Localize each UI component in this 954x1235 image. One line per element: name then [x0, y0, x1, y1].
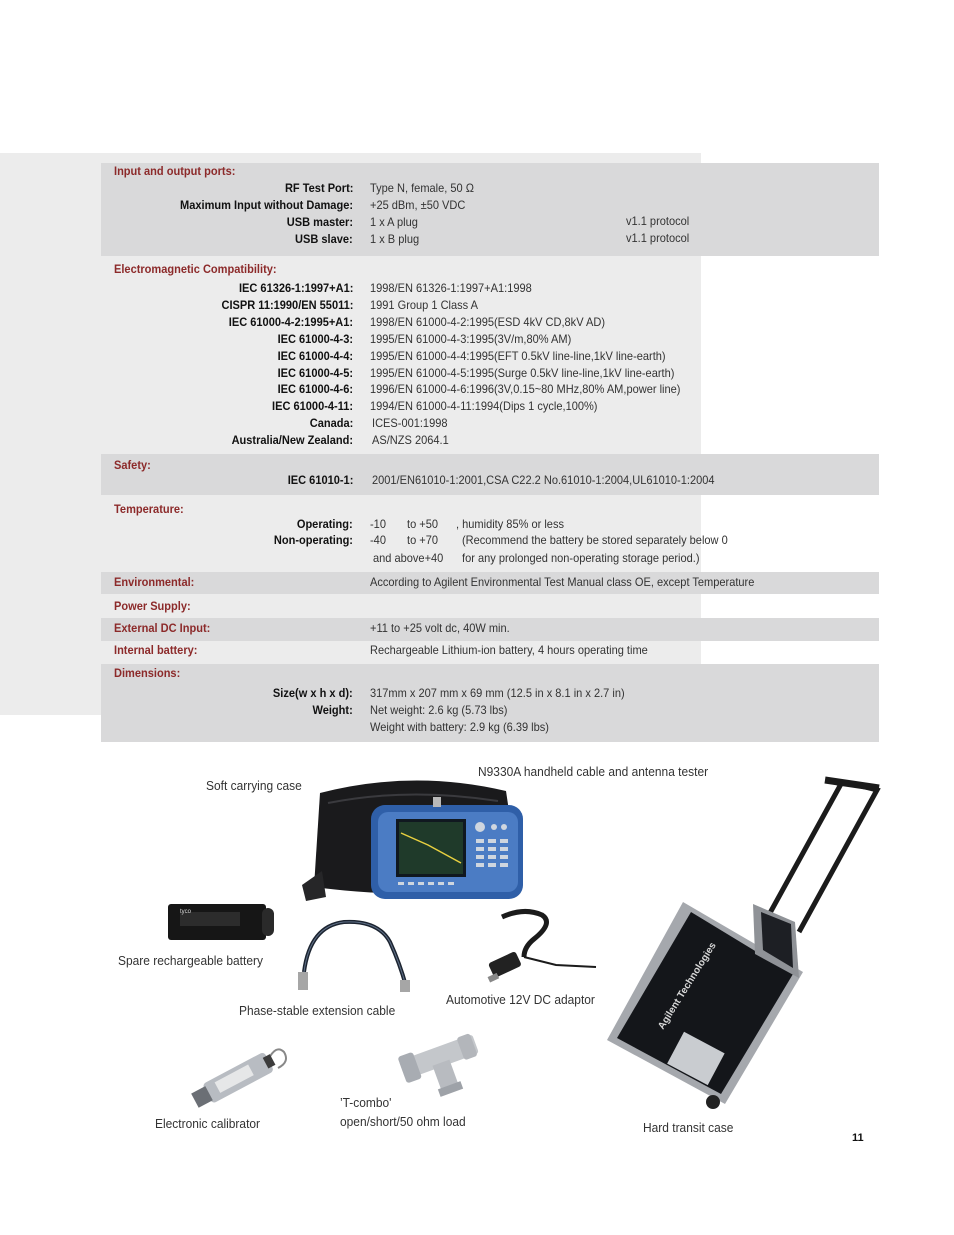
spec-label: IEC 61326-1:1997+A1:: [238, 281, 353, 295]
spec-value: , humidity 85% or less: [456, 517, 564, 531]
spec-value: 1 x A plug: [370, 215, 418, 229]
spec-value: to +50: [407, 517, 439, 531]
dc-section-title: External DC Input:: [114, 621, 211, 635]
spec-label: IEC 61000-4-2:1995+A1:: [228, 315, 353, 329]
t-combo-caption-1: ’T-combo': [340, 1095, 392, 1110]
spec-value: 1995/EN 61000-4-3:1995(3V/m,80% AM): [370, 332, 572, 346]
spec-value: +25 dBm, ±50 VDC: [370, 198, 466, 212]
hard-case-brand: Agilent Technologies: [656, 940, 719, 1032]
spec-value: 1991 Group 1 Class A: [370, 298, 479, 312]
spec-value: 1996/EN 61000-4-6:1996(3V,0.15~80 MHz,80% AM,power line): [370, 382, 681, 396]
spec-value: -10: [370, 517, 386, 531]
tester-caption: N9330A handheld cable and antenna tester: [478, 764, 709, 779]
spec-label: Canada:: [309, 416, 353, 430]
temperature-section-title: Temperature:: [114, 502, 184, 516]
spec-label: Weight:: [312, 703, 353, 717]
spec-value: and above+40: [373, 551, 444, 565]
soft-case-caption: Soft carrying case: [206, 778, 302, 793]
spec-value: 1994/EN 61000-4-11:1994(Dips 1 cycle,100%): [370, 399, 598, 413]
spec-label: CISPR 11:1990/EN 55011:: [221, 298, 353, 312]
battery-image: [166, 900, 278, 946]
spec-value: AS/NZS 2064.1: [372, 433, 449, 447]
emc-section-title: Electromagnetic Compatibility:: [114, 262, 277, 276]
spec-value: 1998/EN 61000-4-2:1995(ESD 4kV CD,8kV AD): [370, 315, 606, 329]
spec-value: 2001/EN61010-1:2001,CSA C22.2 No.61010-1:2004,UL61010-1:2004: [372, 473, 715, 487]
spec-value: +11 to +25 volt dc, 40W min.: [370, 621, 510, 635]
calibrator-image: [186, 1042, 288, 1112]
spec-label: IEC 61000-4-11:: [271, 399, 353, 413]
spec-label: IEC 61010-1:: [287, 473, 353, 487]
spec-extra: v1.1 protocol: [626, 231, 690, 245]
page-number: 11: [852, 1132, 864, 1144]
spec-value: Weight with battery: 2.9 kg (6.39 lbs): [370, 720, 549, 734]
spec-value: 1995/EN 61000-4-4:1995(EFT 0.5kV line-line,1kV line-earth): [370, 349, 666, 363]
cable-caption: Phase-stable extension cable: [239, 1003, 396, 1018]
dc-adaptor-image: [484, 905, 599, 985]
dimensions-section-title: Dimensions:: [114, 666, 181, 680]
spec-value: 317mm x 207 mm x 69 mm (12.5 in x 8.1 in x 2.7 in): [370, 686, 625, 700]
spec-label: IEC 61000-4-5:: [277, 366, 353, 380]
spec-label: USB master:: [286, 215, 353, 229]
spec-label: IEC 61000-4-4:: [277, 349, 353, 363]
spec-value: -40: [370, 533, 386, 547]
soft-case-with-tester-image: [298, 775, 533, 903]
spec-value: (Recommend the battery be stored separately below 0: [462, 533, 728, 547]
spec-label: RF Test Port:: [284, 181, 353, 195]
spec-label: IEC 61000-4-3:: [277, 332, 353, 346]
io-section-title: Input and output ports:: [114, 164, 236, 178]
spec-value: for any prolonged non-operating storage period.): [462, 551, 700, 565]
spec-value: 1998/EN 61326-1:1997+A1:1998: [370, 281, 532, 295]
spec-value: 1995/EN 61000-4-5:1995(Surge 0.5kV line-line,1kV line-earth): [370, 366, 675, 380]
safety-section-title: Safety:: [114, 458, 151, 472]
spec-label: Non-operating:: [273, 533, 353, 547]
power-section-title: Power Supply:: [114, 599, 191, 613]
t-combo-image: [398, 1033, 483, 1099]
battery-brand: tyco: [180, 909, 192, 915]
spec-value: ICES-001:1998: [372, 416, 448, 430]
dc-adaptor-caption: Automotive 12V DC adaptor: [446, 992, 595, 1007]
spec-label: IEC 61000-4-6:: [277, 382, 353, 396]
spec-label: Maximum Input without Damage:: [180, 198, 353, 212]
spec-value: Net weight: 2.6 kg (5.73 lbs): [370, 703, 508, 717]
spec-extra: v1.1 protocol: [626, 214, 690, 228]
hard-case-image: [603, 772, 883, 1117]
spec-label: Operating:: [297, 517, 353, 531]
spec-value: According to Agilent Environmental Test Manual class OE, except Temperature: [370, 575, 755, 589]
spec-value: Rechargeable Lithium-ion battery, 4 hours operating time: [370, 643, 648, 657]
spec-label: Size(w x h x d):: [273, 686, 353, 700]
spec-label: Australia/New Zealand:: [231, 433, 353, 447]
cable-image: [296, 912, 416, 994]
calibrator-caption: Electronic calibrator: [155, 1116, 261, 1131]
battery-caption: Spare rechargeable battery: [118, 953, 263, 968]
environmental-section-title: Environmental:: [114, 575, 195, 589]
hard-case-caption: Hard transit case: [643, 1120, 734, 1135]
spec-value: Type N, female, 50 Ω: [370, 181, 474, 195]
spec-label: USB slave:: [295, 232, 353, 246]
battery-section-title: Internal battery:: [114, 643, 198, 657]
spec-value: to +70: [407, 533, 439, 547]
spec-value: 1 x B plug: [370, 232, 420, 246]
t-combo-caption-2: open/short/50 ohm load: [340, 1114, 466, 1129]
